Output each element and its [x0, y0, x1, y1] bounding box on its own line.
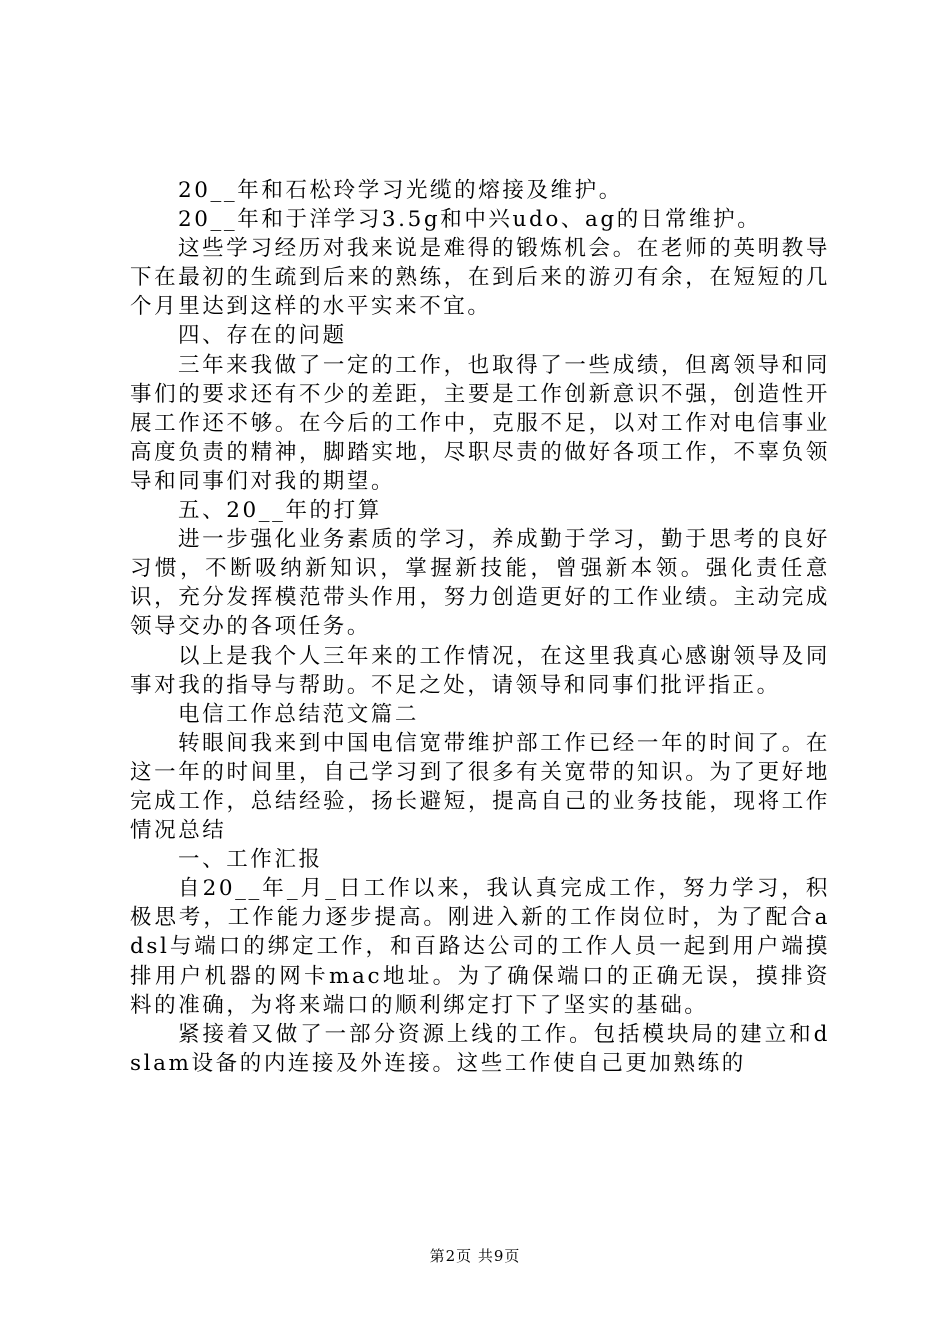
paragraph: 这些学习经历对我来说是难得的锻炼机会。在老师的英明教导下在最初的生疏到后来的熟练，在到后来的游刃有余，在短短的几个月里达到这样的水平实来不宜。 — [130, 236, 830, 320]
document-body — [130, 176, 830, 1078]
article-title: 电信工作总结范文篇二 — [178, 701, 420, 727]
section-heading: 五、20__年的打算 — [178, 498, 382, 524]
section-heading: 四、存在的问题 — [178, 323, 347, 349]
paragraph: 转眼间我来到中国电信宽带维护部工作已经一年的时间了。在这一年的时间里，自己学习到了很多有关宽带的知识。为了更好地完成工作，总结经验，扬长避短，提高自己的业务技能，现将工作情况总结 — [130, 730, 830, 844]
paragraph: 以上是我个人三年来的工作情况，在这里我真心感谢领导及同事对我的指导与帮助。不足之处，请领导和同事们批评指正。 — [130, 643, 830, 698]
paragraph: 自20__年_月_日工作以来，我认真完成工作，努力学习，积极思考，工作能力逐步提高。刚进入新的工作岗位时，为了配合adsl与端口的绑定工作，和百路达公司的工作人员一起到用户端摸排用户机器的网卡mac地址。为了确保端口的正确无误，摸排资料的准确，为将来端口的顺利绑定打下了坚实的基础。 — [130, 876, 830, 1018]
paragraph: 20__年和石松玲学习光缆的熔接及维护。 — [178, 178, 623, 203]
page-number-footer: 第2页 共9页 — [429, 1247, 521, 1265]
paragraph: 20__年和于洋学习3.5g和中兴udo、ag的日常维护。 — [178, 207, 762, 233]
paragraph: 紧接着又做了一部分资源上线的工作。包括模块局的建立和dslam设备的内连接及外连接。这些工作使自己更加熟练的 — [130, 1021, 830, 1076]
section-heading: 一、工作汇报 — [178, 847, 323, 873]
paragraph: 三年来我做了一定的工作，也取得了一些成绩，但离领导和同事们的要求还有不少的差距，主要是工作创新意识不强，创造性开展工作还不够。在今后的工作中，克服不足，以对工作对电信事业高度负责的精神，脚踏实地，尽职尽责的做好各项工作，不辜负领导和同事们对我的期望。 — [130, 352, 830, 494]
paragraph: 进一步强化业务素质的学习，养成勤于学习，勤于思考的良好习惯，不断吸纳新知识，掌握新技能，曾强新本领。强化责任意识，充分发挥模范带头作用，努力创造更好的工作业绩。主动完成领导交办的各项任务。 — [130, 527, 830, 640]
